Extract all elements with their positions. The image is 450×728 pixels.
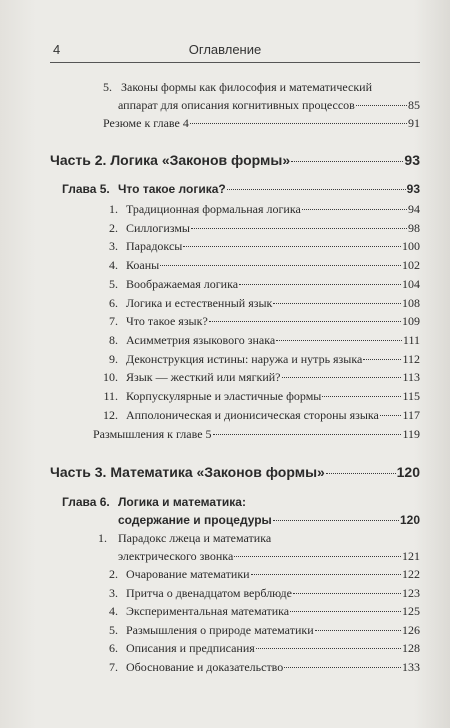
toc-entry-number: 5.	[109, 622, 118, 637]
toc-entry-page: 128	[402, 641, 420, 655]
toc-entry-number: 3.	[109, 585, 118, 600]
leader-dots	[315, 629, 401, 631]
toc-entry-title: Парадоксы	[126, 239, 183, 254]
toc-chapter-title-cont: содержание и процедуры	[118, 513, 272, 527]
toc-entry-title: Асимметрия языкового знака	[126, 332, 276, 347]
toc-entry-page: 123	[402, 585, 420, 600]
page-number: 4	[53, 42, 61, 57]
toc-part-page: 93	[404, 152, 420, 168]
toc-entry	[118, 96, 420, 114]
toc-entry-number: 6.	[109, 641, 118, 655]
toc-entry-page: 121	[402, 549, 420, 563]
toc-entry-number: 7.	[109, 314, 118, 329]
toc-chapter-number: Глава 5.	[62, 182, 110, 196]
toc-entry-title: Законы формы как философия и математический	[121, 80, 372, 94]
toc-entry-page: 108	[402, 295, 420, 310]
toc-entry-title: Размышления о природе математики	[126, 622, 314, 637]
toc-entry	[92, 368, 420, 386]
toc-entry	[118, 547, 420, 565]
toc-entry-title-cont: электрического звонка	[118, 549, 234, 563]
leader-dots	[273, 302, 401, 304]
toc-entry	[92, 275, 420, 293]
toc-entry-title: Очарование математики	[126, 567, 250, 581]
running-title: Оглавление	[188, 42, 262, 57]
toc-entry-number: 8.	[109, 332, 118, 347]
toc-entry-title: Логика и естественный язык	[126, 295, 273, 310]
toc-entry-number: 7.	[109, 659, 118, 674]
toc-entry-title: Что такое язык?	[126, 314, 208, 329]
leader-dots	[291, 160, 403, 162]
leader-dots	[380, 414, 402, 416]
toc-entry-page: 122	[402, 567, 420, 581]
leader-dots	[326, 472, 396, 474]
toc-entry-title: Язык — жесткий или мягкий?	[126, 370, 281, 385]
toc-entry-number: 2.	[109, 567, 118, 581]
toc-chapter-page: 93	[406, 182, 420, 196]
toc-entry	[92, 294, 420, 312]
leader-dots	[284, 666, 401, 668]
toc-entry-page: 100	[402, 239, 420, 254]
toc-entry-title: Экспериментальная математика	[126, 604, 290, 618]
toc-entry-number: 10.	[103, 370, 118, 385]
toc-entry-title: Корпускулярные и эластичные формы	[126, 389, 322, 403]
toc-entry-line	[103, 78, 372, 96]
leader-dots	[209, 320, 401, 322]
toc-chapter-title: Что такое логика?	[118, 182, 226, 196]
toc-entry	[103, 114, 420, 132]
toc-part	[50, 151, 420, 169]
toc-entry-page: 125	[402, 604, 420, 618]
toc-entry-title: Размышления к главе 5	[93, 427, 212, 441]
toc-entry	[92, 237, 420, 255]
toc-chapter-title: Логика и математика:	[118, 495, 246, 509]
toc-entry-title-cont: аппарат для описания когнитивных процессов	[118, 98, 355, 112]
leader-dots	[363, 358, 401, 360]
toc-entry-page: 102	[402, 258, 420, 273]
leader-dots	[356, 104, 407, 106]
toc-entry-title: Коаны	[126, 258, 160, 273]
leader-dots	[190, 122, 407, 124]
toc-entry	[92, 331, 420, 349]
toc-entry	[92, 256, 420, 274]
toc-entry	[92, 621, 420, 639]
toc-part-title: Часть 2. Логика «Законов формы»	[50, 152, 291, 168]
toc-entry	[92, 602, 420, 620]
toc-entry-page: 115	[402, 389, 420, 403]
leader-dots	[302, 208, 407, 210]
toc-chapter	[62, 180, 420, 198]
toc-entry	[92, 565, 420, 583]
leader-dots	[160, 264, 401, 266]
toc-entry-title: Парадокс лжеца и математика	[118, 531, 272, 545]
leader-dots	[290, 610, 401, 612]
toc-entry-page: 91	[408, 116, 420, 130]
toc-entry-number: 5.	[103, 80, 112, 94]
toc-entry-number: 3.	[109, 239, 118, 254]
toc-entry-page: 98	[408, 220, 420, 235]
toc-entry-title: Традиционная формальная логика	[126, 202, 301, 216]
toc-entry-page: 113	[402, 370, 420, 385]
toc-entry	[92, 387, 420, 405]
toc-entry-page: 126	[402, 622, 420, 637]
toc-entry	[93, 425, 420, 443]
leader-dots	[256, 647, 401, 649]
toc-entry	[92, 219, 420, 237]
toc-entry-number: 9.	[109, 351, 118, 366]
toc-entry-title: Апполоническая и дионисическая стороны языка	[126, 407, 379, 422]
toc-entry-number: 1.	[98, 531, 107, 545]
toc-entry-page: 85	[408, 98, 420, 112]
toc-entry-line	[98, 529, 271, 547]
leader-dots	[234, 555, 401, 557]
leader-dots	[273, 519, 399, 521]
leader-dots	[276, 339, 402, 341]
leader-dots	[191, 227, 407, 229]
toc-entry	[92, 350, 420, 368]
toc-entry-title: Притча о двенадцатом верблюде	[126, 585, 292, 600]
toc-entry	[92, 200, 420, 218]
toc-entry	[92, 312, 420, 330]
toc-entry-page: 94	[408, 202, 420, 216]
toc-entry-title: Деконструкция истины: наружа и нутрь языка	[126, 351, 363, 366]
leader-dots	[239, 283, 401, 285]
toc-entry-title: Воображаемая логика	[126, 276, 239, 291]
toc-entry-number: 11.	[103, 389, 118, 403]
toc-part-title: Часть 3. Математика «Законов формы»	[50, 464, 325, 480]
leader-dots	[251, 573, 401, 575]
toc-entry-title: Резюме к главе 4	[103, 116, 189, 130]
toc-chapter-line	[62, 493, 246, 511]
toc-chapter-number: Глава 6.	[62, 495, 110, 509]
leader-dots	[213, 433, 402, 435]
toc-entry-page: 111	[402, 332, 420, 347]
toc-entry	[92, 658, 420, 676]
leader-dots	[282, 376, 402, 378]
toc-entry-number: 6.	[109, 295, 118, 310]
toc-entry	[92, 639, 420, 657]
toc-entry-number: 4.	[109, 258, 118, 273]
toc-entry-title: Описания и предписания	[126, 641, 255, 655]
toc-entry-page: 112	[402, 351, 420, 366]
toc-entry-number: 4.	[109, 604, 118, 618]
toc-entry-number: 12.	[103, 407, 118, 422]
toc-entry-number: 5.	[109, 276, 118, 291]
leader-dots	[322, 395, 401, 397]
toc-entry-number: 2.	[109, 220, 118, 235]
toc-entry-title: Силлогизмы	[126, 220, 190, 235]
toc-chapter-page: 120	[399, 513, 420, 527]
leader-dots	[227, 188, 406, 190]
toc-chapter	[118, 511, 420, 529]
toc-entry-page: 109	[402, 314, 420, 329]
toc-entry-page: 104	[402, 276, 420, 291]
toc-entry-title: Обоснование и доказательство	[126, 659, 284, 674]
toc-part	[50, 463, 420, 481]
toc-entry-page: 119	[402, 427, 420, 441]
toc-entry-number: 1.	[109, 202, 118, 216]
toc-entry-page: 133	[402, 659, 420, 674]
toc-entry-page: 117	[402, 407, 420, 422]
leader-dots	[183, 245, 401, 247]
toc-part-page: 120	[396, 464, 420, 480]
leader-dots	[293, 592, 401, 594]
toc-entry	[92, 406, 420, 424]
toc-entry	[92, 584, 420, 602]
